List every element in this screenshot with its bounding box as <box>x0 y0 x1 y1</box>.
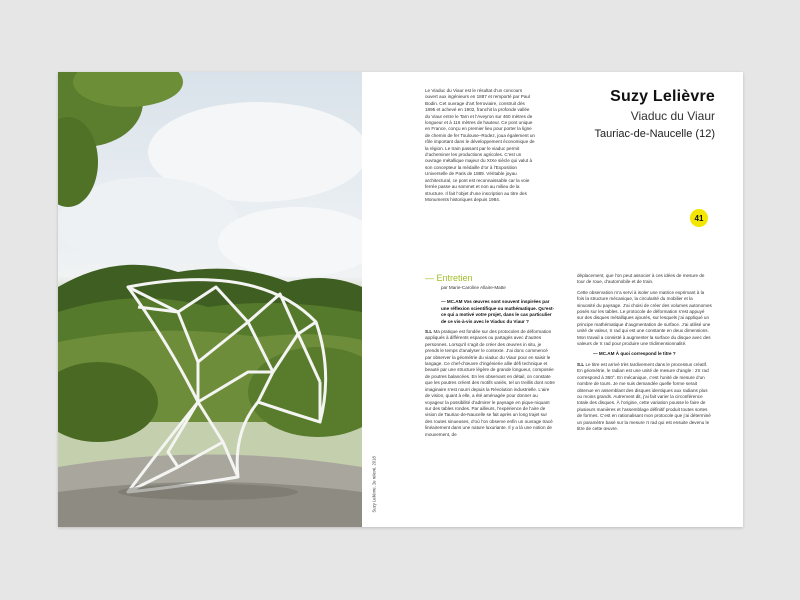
answer-1 <box>425 329 555 438</box>
a1-speaker: S.L <box>425 329 433 335</box>
intro-text <box>425 88 535 207</box>
interview-byline: par Marie-Caroline Allaire-Matte <box>441 285 506 290</box>
photo-caption <box>366 342 378 527</box>
text-page <box>383 72 743 527</box>
page-number-badge <box>690 209 708 227</box>
q1-text: Vos œuvres sont souvent inspirées par une réflexion scientifique ou mathématique. Qu’est-ce qui a motivé votre projet, dans le cas particulier de ce vis-à-vis avec le Viaduc du Viaur ? <box>441 299 555 324</box>
interview-heading: — Entretien <box>425 273 473 283</box>
answer-2 <box>577 362 712 432</box>
q1-speaker: — MC.AM <box>441 299 463 305</box>
caption-text: Suzy Lelièvre, 2e relevé, 2018 <box>371 456 377 513</box>
work-title: Viaduc du Viaur <box>630 109 715 123</box>
interview-column-1 <box>425 273 555 442</box>
a1-text: Ma pratique est fondée sur des protocoles de déformation appliqués à différents espaces ou partagés avec d’autres personnes. Lorsqu’il s’agit de créer des œuvres in situ, je prends le temps d’analyser le contexte. J’ai donc commencé par observer la géométrie du viaduc du Viaur pour en saisir le langage. Ce chef-d’œuvre d’ingénierie allie défi technique et beauté par une structure légère de grande longueur, composée de poutres balancées. En les observant en détail, on constate que les poutres créent des motifs variés, tel un treillis dont notre imaginaire s’est nourri depuis la Révolution industrielle. L’aire de vision, quant à elle, a été aménagée pour donner au voyageur la possibilité d’admirer le paysage en pique-niquant sur des tables rondes. Par ailleurs, l’expérience de l’aire de vision de Tauriac-de-Naucelle se fait après un long trajet sur des routes sinueuses, d’où l’on observe enfin un ouvrage tracé linéairement dans une nature luxuriante. Il y a là une notion de mouvement, de <box>425 329 555 437</box>
intro-paragraph: Le Viaduc du Viaur est le résultat d’un concours ouvert aux ingénieurs en 1887 et remporté par Paul Bodin. Cet ouvrage d’art ferroviaire, construit dès 1895 et achevé en 1902, franchit la profonde vallée du Viaur entre le Tarn et l’Aveyron sur 460 mètres de longueur et à 116 mètres de hauteur. Ce pont unique en France, conçu en premier lieu pour porter la ligne de chemin de fer Toulouse–Rodez, joua également un rôle important dans le développement économique de la région. Le train passant par le viaduc permit d’acheminer les productions agricoles. C’est un ouvrage métallique majeur du XIXe siècle qui valut à son concepteur la médaille d’or à l’Exposition Universelle de Paris de 1889. Véritable joyau architectural, ce pont est reconnaissable car la voie ferrée passe au sommet et non au milieu de la structure. Il fait l’objet d’une inscription au titre des Monuments historiques depuis 1984. <box>425 88 535 202</box>
q2-text: À quoi correspond le titre ? <box>615 351 676 357</box>
landscape-image <box>58 72 362 527</box>
artist-name: Suzy Lelièvre <box>610 88 715 105</box>
col2-paragraph-1: déplacement, que l’on peut associer à ces idées de mesure de tour de roue, d’automobile et de train. <box>577 273 705 285</box>
location: Tauriac-de-Naucelle (12) <box>594 128 715 140</box>
title-block <box>595 88 715 140</box>
a2-text: Le titre est arrivé très tardivement dans le processus créatif. En géométrie, le radian est une unité de mesure d’angle : 2π rad correspond à 360°. En mécanique, c’est l’unité de mesure d’un nombre de tours. Je me suis demandée quelle forme serait obtenue en assemblant des disques identiques aux radians plus ou moins grands. Autrement dit, j’ai fait varier la circonférence totale des disques. À l’origine, cette variation pousse le faire de plusieurs manières et l’assemblage définitif produit toutes sortes de formes. C’est en rationalisant mon protocole que j’ai déterminé un paramètre basé sur la mesure π rad qui est ensuite devenu le titre de cette œuvre. <box>577 361 711 431</box>
a2-speaker: S.L <box>577 361 585 367</box>
interview-column-2 <box>577 273 712 436</box>
question-2 <box>577 351 712 357</box>
q2-speaker: — MC.AM <box>593 351 615 357</box>
page-number: 41 <box>694 213 704 223</box>
question-1 <box>425 299 555 325</box>
col2-paragraph-2: Cette observation m’a servi à isoler une matrice exprimant à la fois la structure mécanique, la circularité du mobilier et la sinuosité du paysage. J’ai choisi de créer des volumes autonomes posés sur les tables. Le protocole de déformation s’est appuyé sur des disques métalliques ajourés, sur lesquels j’ai appliqué un principe mathématique d’augmentation de surface. J’ai utilisé une unité de valeur, π rad qui est une constante en deux dimensions. Mon travail a consisté à augmenter la surface du disque avec des valeurs de π rad pour produire une tridimensionnalité. <box>577 289 712 347</box>
magazine-spread <box>58 72 743 527</box>
sculpture-photo <box>58 72 362 527</box>
